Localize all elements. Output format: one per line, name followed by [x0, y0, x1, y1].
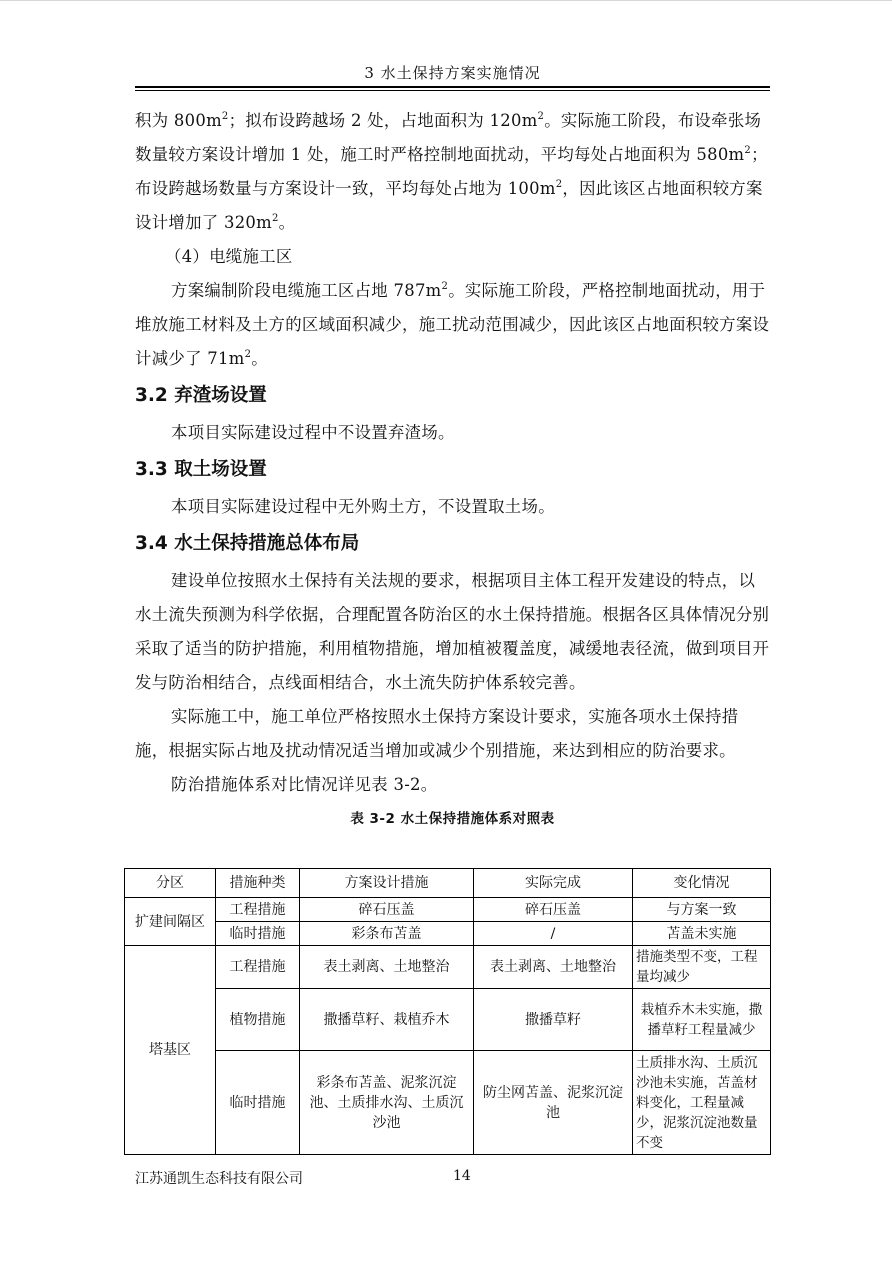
paragraph-traction-area: [135, 104, 770, 240]
plan-cell: 彩条布苫盖、泥浆沉淀池、土质排水沟、土质沉沙池: [300, 1051, 474, 1155]
text: 。: [251, 349, 268, 368]
section-heading-3-4: 3.4 水土保持措施总体布局: [135, 533, 360, 554]
paragraph-3-2: 本项目实际建设过程中不设置弃渣场。: [171, 423, 455, 442]
actual-cell: /: [474, 922, 633, 946]
plan-cell: 撒播草籽、栽植乔木: [300, 989, 474, 1051]
item-cable-area: （4）电缆施工区: [165, 247, 293, 266]
page-header: 3 水土保持方案实施情况: [364, 64, 541, 82]
header-measure-type: 措施种类: [216, 869, 300, 898]
paragraph-3-4-a: 建设单位按照水土保持有关法规的要求，根据项目主体工程开发建设的特点，以水土流失预测为科学依据，合理配置各防治区的水土保持措施。根据各区具体情况分别采取了适当的防护措施，利用植物措施，增加植被覆盖度，减缓地表径流，做到项目开发与防治相结合，点线面相结合，水土流失防护体系较完善。: [135, 571, 770, 692]
actual-cell: 碎石压盖: [474, 898, 633, 922]
page-number: 14: [453, 1168, 471, 1184]
text: 。: [278, 213, 296, 232]
table-row: [125, 922, 771, 946]
table-row: [125, 946, 771, 989]
text: 积为 800m: [135, 111, 222, 130]
change-cell: 措施类型不变，工程量均减少: [633, 946, 771, 989]
actual-cell: 表土剥离、土地整治: [474, 946, 633, 989]
table-caption: 表 3-2 水土保持措施体系对照表: [350, 811, 555, 827]
change-cell: 栽植乔木未实施，撒播草籽工程量减少: [633, 989, 771, 1051]
table-row: [125, 1051, 771, 1155]
text: 。实际施工阶段，布设牵张场数量较方案设计增加 1 处，施工时严格控制地面扰动，平均每处占地面积为 580m: [135, 111, 762, 164]
text: 方案编制阶段电缆施工区占地 787m: [171, 281, 442, 300]
header-rule-thin: [135, 90, 770, 91]
paragraph-3-4-b: 实际施工中，施工单位严格按照水土保持方案设计要求，实施各项水土保持措施，根据实际占地及扰动情况适当增加或减少个别措施，来达到相应的防治要求。: [135, 707, 739, 760]
plan-cell: 碎石压盖: [300, 898, 474, 922]
footer-company: 江苏通凯生态科技有限公司: [135, 1171, 303, 1187]
measure-type-cell: 植物措施: [216, 989, 300, 1051]
zone-cell: 塔基区: [125, 946, 216, 1155]
superscript: 2: [272, 212, 279, 224]
measure-type-cell: 工程措施: [216, 946, 300, 989]
superscript: 2: [555, 178, 563, 190]
change-cell: 土质排水沟、土质沉沙池未实施，苫盖材料变化，工程量减少，泥浆沉淀池数量不变: [633, 1051, 771, 1155]
actual-cell: 防尘网苫盖、泥浆沉淀池: [474, 1051, 633, 1155]
superscript: 2: [244, 348, 252, 360]
superscript: 2: [441, 280, 449, 292]
table-row: [125, 898, 771, 922]
superscript: 2: [744, 144, 752, 156]
header-rule-thick: [135, 86, 770, 88]
change-cell: 苫盖未实施: [633, 922, 771, 946]
page-body: [135, 104, 770, 836]
plan-cell: 彩条布苫盖: [300, 922, 474, 946]
paragraph-cable-area: [135, 274, 770, 376]
plan-cell: 表土剥离、土地整治: [300, 946, 474, 989]
text: ；拟布设跨越场 2 处，占地面积为 120m: [228, 111, 538, 130]
zone-cell: 扩建间隔区: [125, 898, 216, 946]
measure-type-cell: 工程措施: [216, 898, 300, 922]
text: ，因此该区占地面积较方案设计增加了 320m: [135, 179, 763, 232]
table-header-row: [125, 869, 771, 898]
superscript: 2: [537, 110, 545, 122]
header-actual: 实际完成: [474, 869, 633, 898]
measure-type-cell: 临时措施: [216, 922, 300, 946]
top-border: [0, 0, 892, 1]
text: ；布设跨越场数量与方案设计一致，平均每处占地为 100m: [135, 145, 768, 198]
paragraph-3-4-c: 防治措施体系对比情况详见表 3-2。: [171, 775, 438, 794]
table-row: [125, 989, 771, 1051]
change-cell: 与方案一致: [633, 898, 771, 922]
measure-type-cell: 临时措施: [216, 1051, 300, 1155]
header-plan: 方案设计措施: [300, 869, 474, 898]
header-zone: 分区: [125, 869, 216, 898]
measures-table: [124, 868, 771, 1155]
paragraph-3-3: 本项目实际建设过程中无外购土方，不设置取土场。: [171, 497, 555, 516]
actual-cell: 撒播草籽: [474, 989, 633, 1051]
section-heading-3-3: 3.3 取土场设置: [135, 459, 267, 480]
header-change: 变化情况: [633, 869, 771, 898]
superscript: 2: [221, 110, 229, 122]
text: 。实际施工阶段，严格控制地面扰动，用于堆放施工材料及土方的区域面积减少，施工扰动范围减少，因此该区占地面积较方案设计减少了 71m: [135, 281, 770, 368]
section-heading-3-2: 3.2 弃渣场设置: [135, 385, 267, 406]
